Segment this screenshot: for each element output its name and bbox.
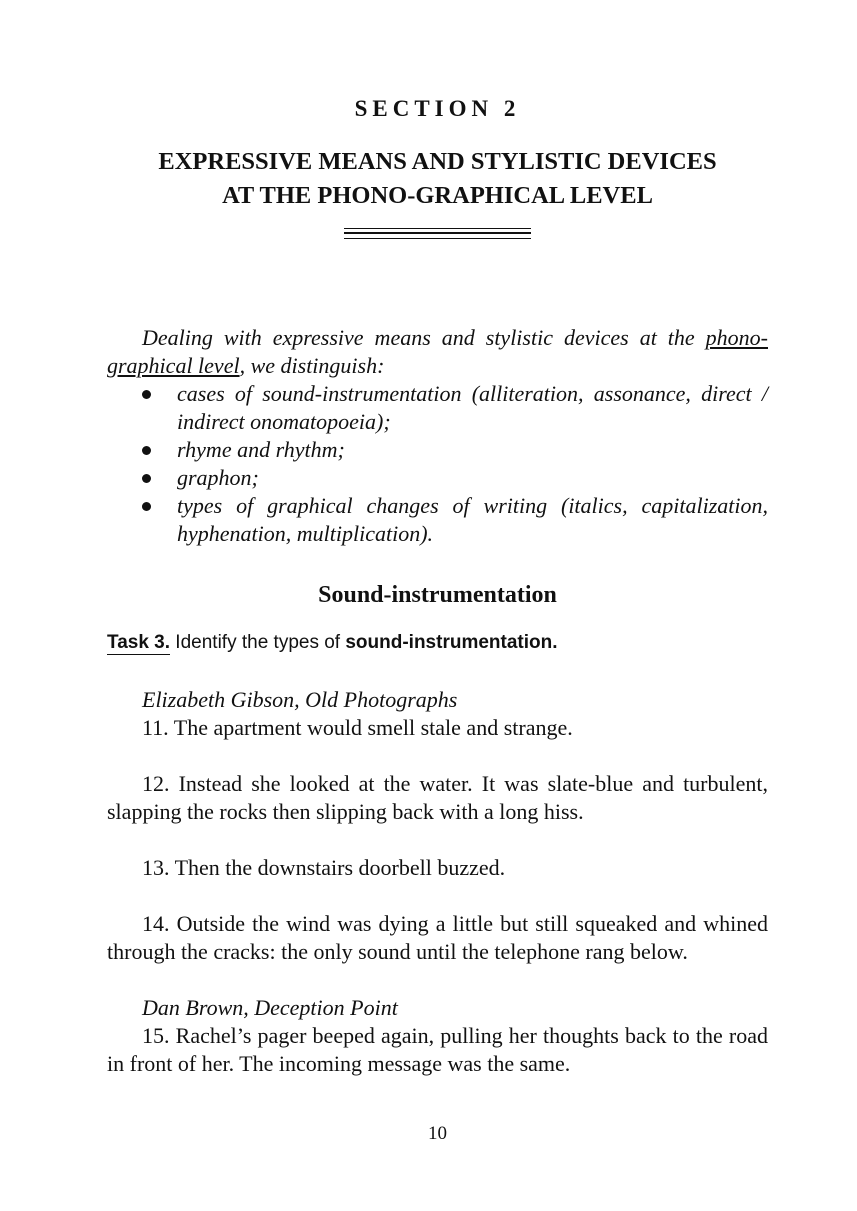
intro-block (107, 324, 768, 548)
list-item-text: cases of sound-instrumentation (alliteration, assonance, direct / indirect onomatopoeia); (177, 381, 768, 434)
task-text: Identify the types of (170, 632, 346, 653)
bullet-icon (142, 390, 151, 399)
intro-lead-text: Dealing with expressive means and stylistic devices at the (142, 325, 706, 350)
list-item-text: rhyme and rhythm; (177, 437, 345, 462)
example-12: 12. Instead she looked at the water. It was slate-blue and turbulent, slapping the rocks then slipping back with a long hiss. (107, 771, 768, 824)
list-item (107, 436, 768, 464)
list-item-text: types of graphical changes of writing (italics, capitalization, hyphenation, multiplication). (177, 493, 768, 546)
bullet-icon (142, 502, 151, 511)
list-item (107, 492, 768, 548)
task-instruction (107, 632, 768, 654)
intro-lead-end: , we distinguish: (239, 353, 385, 378)
example-13: 13. Then the downstairs doorbell buzzed. (142, 855, 506, 880)
intro-lead (107, 324, 768, 380)
examples (107, 686, 768, 1078)
page-number: 10 (428, 1123, 447, 1144)
task-keyword: sound-instrumentation. (345, 632, 558, 653)
subheading: Sound-instrumentation (318, 582, 557, 608)
list-item-text: graphon; (177, 465, 259, 490)
bullet-icon (142, 474, 151, 483)
task-label: Task 3. (107, 632, 171, 653)
section-label: SECTION 2 (354, 96, 521, 121)
intro-underlined-term: phono-graphical level (107, 325, 768, 378)
example-14: 14. Outside the wind was dying a little but still squeaked and whined through the cracks: the only sound until the telephone rang below. (107, 911, 768, 964)
source-title: Dan Brown, Deception Point (142, 995, 398, 1020)
list-item (107, 464, 768, 492)
title-line-2: AT THE PHONO-GRAPHICAL LEVEL (222, 182, 653, 209)
source-title: Elizabeth Gibson, Old Photographs (142, 687, 458, 712)
device-list (107, 380, 768, 548)
example-11: 11. The apartment would smell stale and strange. (142, 715, 573, 740)
double-rule-divider (344, 228, 531, 239)
example-15: 15. Rachel’s pager beeped again, pulling her thoughts back to the road in front of her. The incoming message was the same. (107, 1023, 768, 1076)
list-item (107, 380, 768, 436)
title-line-1: EXPRESSIVE MEANS AND STYLISTIC DEVICES (158, 148, 717, 175)
bullet-icon (142, 446, 151, 455)
page-title (107, 145, 768, 213)
